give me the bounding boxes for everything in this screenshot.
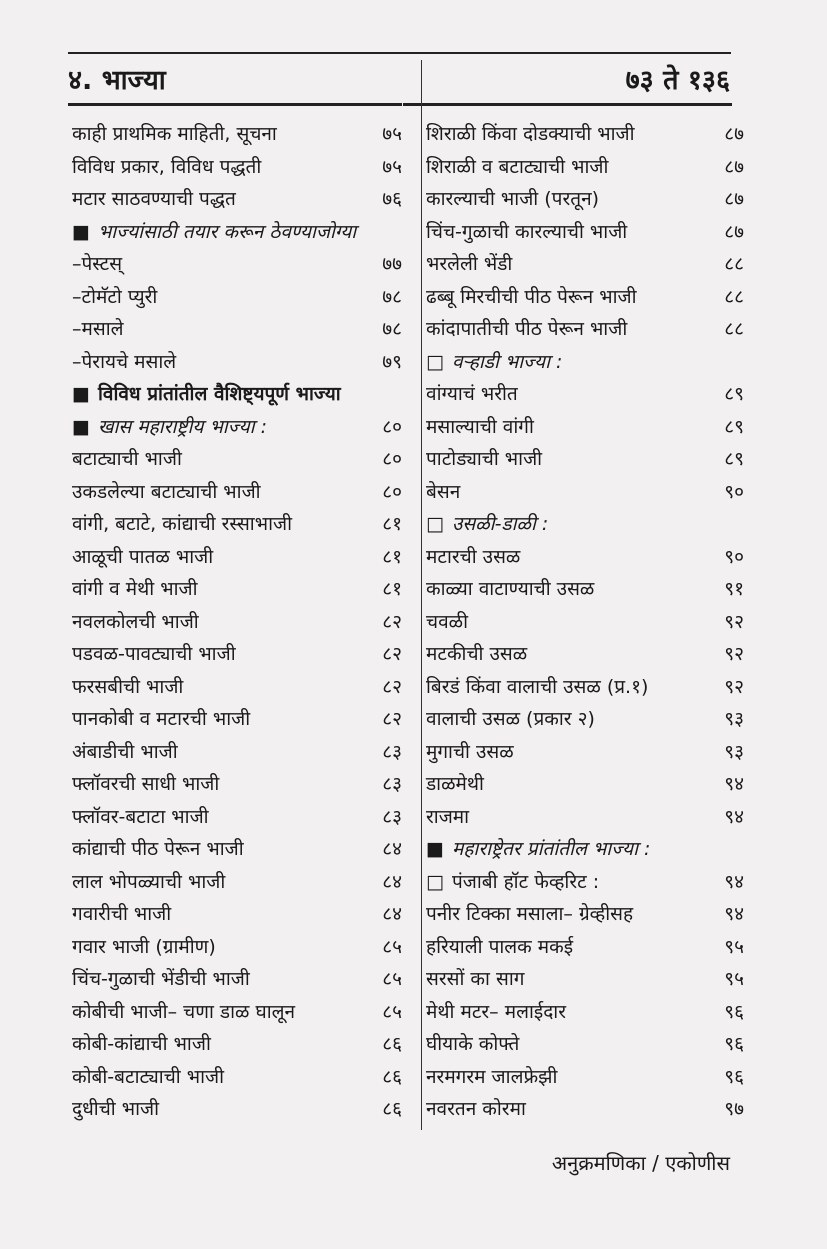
toc-entry-title	[72, 476, 261, 509]
toc-entry	[426, 411, 744, 444]
toc-entry-title	[72, 151, 261, 184]
toc-entry	[72, 346, 402, 379]
toc-entry-title	[426, 216, 627, 249]
toc-entry-text: पनीर टिक्का मसाला– ग्रेव्हीसह	[426, 903, 634, 925]
toc-entry-text: कोबी-कांद्याची भाजी	[72, 1033, 211, 1055]
toc-entry-page: ८५	[382, 935, 402, 958]
toc-entry-text: सरसों का साग	[426, 968, 525, 990]
toc-entry-title	[426, 118, 635, 151]
toc-entry-page: ८०	[382, 448, 402, 470]
toc-entry	[72, 898, 402, 931]
toc-entry-text: खास महाराष्ट्रीय भाज्या :	[97, 415, 267, 438]
toc-entry	[72, 281, 402, 314]
toc-entry-text: बटाट्याची भाजी	[72, 448, 182, 470]
toc-entry-text: –पेस्टस्	[72, 253, 123, 275]
toc-entry-title	[426, 833, 650, 866]
toc-entry-text: गवार भाजी (ग्रामीण)	[72, 935, 216, 958]
toc-entry-page: ८१	[382, 513, 402, 535]
page-range: ७३ ते १३६	[625, 65, 730, 96]
toc-entry-text: राजमा	[426, 805, 470, 828]
toc-entry-title	[72, 573, 198, 606]
top-rule	[68, 52, 731, 54]
toc-entry-text: शिराळी किंवा दोडक्याची भाजी	[426, 123, 635, 145]
toc-entry-page: ८९	[724, 383, 744, 405]
toc-entry-page: ८०	[382, 480, 402, 503]
toc-entry-title	[72, 931, 216, 964]
toc-entry-title	[426, 411, 534, 444]
toc-entry-page: ८७	[724, 155, 744, 178]
toc-entry	[72, 638, 402, 671]
toc-entry-title	[72, 118, 277, 151]
toc-entry-text: पाटोड्याची भाजी	[426, 448, 543, 470]
toc-entry-text: काही प्राथमिक माहिती, सूचना	[72, 123, 277, 145]
toc-entry-title	[426, 573, 594, 606]
toc-entry-page: ९४	[724, 903, 744, 925]
toc-entry-text: नवलकोलची भाजी	[72, 610, 199, 633]
toc-entry-text: काळ्या वाटाण्याची उसळ	[426, 578, 595, 600]
toc-entry-title	[426, 801, 469, 834]
toc-entry-text: मसाल्याची वांगी	[426, 415, 534, 438]
toc-entry	[426, 963, 744, 996]
toc-left-column	[72, 118, 402, 1126]
toc-entry-text: दुधीची भाजी	[72, 1098, 160, 1120]
toc-entry	[426, 508, 744, 541]
toc-entry-title	[426, 541, 520, 574]
toc-entry	[426, 1061, 744, 1094]
toc-entry	[72, 508, 402, 541]
toc-entry-page: ९२	[724, 643, 744, 665]
toc-entry-title	[72, 1093, 159, 1126]
toc-entry-title	[426, 248, 512, 281]
toc-entry-title	[72, 801, 209, 834]
toc-entry-title	[426, 346, 562, 379]
toc-entry-title	[72, 963, 250, 996]
toc-entry-title	[426, 736, 514, 769]
toc-entry-page: ९५	[724, 968, 744, 990]
toc-entry-title	[72, 768, 219, 801]
toc-entry-title	[72, 411, 267, 444]
toc-entry-title	[426, 1093, 526, 1126]
toc-entry	[426, 443, 744, 476]
toc-entry-title	[72, 996, 295, 1029]
toc-entry-text: वालाची उसळ (प्रकार २)	[426, 708, 595, 730]
toc-entry	[72, 443, 402, 476]
header-underline-right	[403, 103, 732, 106]
toc-entry-title	[426, 476, 460, 509]
toc-entry-text: फ्लॉवर-बटाटा भाजी	[72, 805, 209, 828]
toc-entry-text: नरमगरम जालफ्रेझी	[426, 1065, 558, 1088]
toc-entry-page: ८०	[382, 415, 402, 438]
toc-entry	[72, 736, 402, 769]
toc-entry-page: ७५	[382, 155, 402, 178]
section-title: ४. भाज्या	[68, 65, 166, 96]
toc-entry	[426, 1028, 744, 1061]
toc-entry-text: चिंच-गुळाची भेंडीची भाजी	[72, 968, 250, 990]
toc-entry-text: भाज्यांसाठी तयार करून ठेवण्याजोग्या	[97, 220, 357, 243]
toc-entry-title	[72, 703, 250, 736]
toc-entry-page: ८४	[382, 870, 402, 893]
toc-entry	[426, 573, 744, 606]
toc-entry-title	[72, 541, 213, 574]
header-underline-left	[68, 103, 402, 106]
toc-entry	[72, 931, 402, 964]
toc-entry-page: ९४	[724, 805, 744, 828]
toc-entry	[72, 671, 402, 704]
toc-entry-title	[426, 1061, 557, 1094]
toc-entry-title	[72, 508, 292, 541]
toc-entry-text: भरलेली भेंडी	[426, 253, 513, 275]
toc-entry-title	[426, 671, 648, 704]
toc-entry-text: घीयाके कोफ्ते	[426, 1033, 520, 1055]
toc-entry-page: ८७	[724, 188, 744, 210]
toc-entry-page: ८४	[382, 903, 402, 925]
toc-entry	[72, 573, 402, 606]
toc-entry-page: ९४	[724, 870, 744, 893]
toc-entry	[426, 606, 744, 639]
toc-entry-title	[426, 508, 548, 541]
toc-entry-title	[426, 183, 599, 216]
toc-entry-text: कांदापातीची पीठ पेरून भाजी	[426, 318, 628, 340]
toc-entry-title	[72, 898, 171, 931]
toc-entry	[426, 151, 744, 184]
toc-entry	[72, 1061, 402, 1094]
toc-entry-text: कोबीची भाजी– चणा डाळ घालून	[72, 1000, 296, 1023]
toc-entry-text: चिंच-गुळाची कारल्याची भाजी	[426, 220, 628, 243]
toc-entry	[426, 476, 744, 509]
toc-entry-title	[72, 1028, 211, 1061]
toc-entry-page: ९०	[724, 480, 744, 503]
toc-entry	[72, 1028, 402, 1061]
toc-entry-text: विविध प्रकार, विविध पद्धती	[72, 155, 262, 178]
toc-entry-page: ८७	[724, 220, 744, 243]
toc-entry	[426, 638, 744, 671]
toc-entry-page: ७७	[382, 253, 402, 275]
toc-entry-page: ८९	[724, 415, 744, 438]
toc-entry-page: ९२	[724, 610, 744, 633]
toc-entry-page: ८२	[382, 708, 402, 730]
toc-entry-page: ८५	[382, 1000, 402, 1023]
toc-entry-title	[426, 898, 633, 931]
toc-entry-page: ८३	[382, 740, 402, 763]
toc-entry-title	[426, 378, 518, 411]
toc-entry-text: फ्लॉवरची साधी भाजी	[72, 773, 220, 795]
toc-entry-title	[426, 866, 599, 899]
toc-entry	[72, 606, 402, 639]
toc-entry-text: अंबाडीची भाजी	[72, 740, 178, 763]
toc-entry-text: डाळमेथी	[426, 773, 484, 795]
toc-entry-text: मटार साठवण्याची पद्धत	[72, 188, 236, 210]
toc-entry-title	[72, 183, 236, 216]
toc-entry-page: ८८	[724, 318, 744, 340]
toc-right-column	[426, 118, 744, 1126]
toc-entry-text: पानकोबी व मटारची भाजी	[72, 708, 251, 730]
toc-entry-title	[72, 346, 176, 379]
toc-entry-title	[426, 606, 468, 639]
toc-entry-title	[426, 313, 627, 346]
toc-entry-title	[72, 736, 178, 769]
toc-entry-page: ८२	[382, 643, 402, 665]
toc-entry-page: ९६	[724, 1065, 744, 1088]
toc-entry-text: मुगाची उसळ	[426, 740, 514, 763]
toc-entry-title	[426, 281, 637, 314]
toc-entry-title	[72, 638, 236, 671]
toc-entry-text: कांद्याची पीठ पेरून भाजी	[72, 838, 244, 860]
toc-entry-page: ९४	[724, 773, 744, 795]
toc-entry-text: –पेरायचे मसाले	[72, 350, 177, 373]
hollow-square-icon: □	[426, 350, 444, 373]
toc-entry-page: ८७	[724, 123, 744, 145]
toc-entry	[72, 378, 402, 411]
toc-entry	[72, 996, 402, 1029]
toc-entry-text: उकडलेल्या बटाट्याची भाजी	[72, 480, 261, 503]
toc-entry	[72, 833, 402, 866]
toc-entry-page: ९३	[724, 740, 744, 763]
toc-entry-text: नवरतन कोरमा	[426, 1098, 526, 1120]
toc-entry	[426, 671, 744, 704]
toc-entry	[426, 801, 744, 834]
toc-entry	[72, 248, 402, 281]
toc-entry-page: ८५	[382, 968, 402, 990]
toc-entry-text: आळूची पातळ भाजी	[72, 545, 214, 568]
toc-entry	[426, 703, 744, 736]
toc-entry	[426, 833, 744, 866]
toc-entry-title	[72, 216, 356, 249]
toc-entry	[72, 1093, 402, 1126]
toc-entry-page: ८४	[382, 838, 402, 860]
toc-entry-text: गवारीची भाजी	[72, 903, 172, 925]
toc-entry	[72, 866, 402, 899]
toc-entry-title	[72, 443, 182, 476]
toc-entry-page: ९३	[724, 708, 744, 730]
toc-entry-title	[426, 963, 524, 996]
toc-entry-page: ८६	[382, 1065, 402, 1088]
filled-square-icon: ■	[426, 838, 444, 860]
toc-entry-title	[426, 638, 527, 671]
toc-entry	[72, 541, 402, 574]
toc-entry	[426, 931, 744, 964]
toc-entry	[426, 866, 744, 899]
toc-entry	[426, 378, 744, 411]
toc-entry-text: शिराळी व बटाट्याची भाजी	[426, 155, 609, 178]
toc-entry-page: ८८	[724, 253, 744, 275]
toc-entry-title	[426, 703, 595, 736]
toc-entry-title	[426, 768, 484, 801]
toc-entry-page: ७६	[382, 188, 402, 210]
toc-entry	[72, 183, 402, 216]
toc-entry	[426, 541, 744, 574]
toc-entry-text: कारल्याची भाजी (परतून)	[426, 188, 600, 210]
toc-entry	[72, 703, 402, 736]
toc-entry	[426, 996, 744, 1029]
toc-entry-text: ढब्बू मिरचीची पीठ पेरून भाजी	[426, 285, 637, 308]
toc-entry-text: वांगी, बटाटे, कांद्याची रस्साभाजी	[72, 513, 293, 535]
toc-entry-page: ८८	[724, 285, 744, 308]
toc-entry	[426, 768, 744, 801]
filled-square-icon: ■	[72, 415, 90, 438]
toc-entry-text: महाराष्ट्रेतर प्रांतांतील भाज्या :	[451, 838, 651, 860]
toc-entry	[426, 281, 744, 314]
toc-entry-text: बेसन	[426, 480, 461, 503]
toc-entry-text: उसळी-डाळी :	[451, 513, 549, 535]
toc-entry-page: ८९	[724, 448, 744, 470]
toc-entry-text: बिरडं किंवा वालाची उसळ (प्र.१)	[426, 675, 649, 698]
toc-entry	[426, 346, 744, 379]
toc-entry-title	[426, 996, 566, 1029]
toc-entry	[72, 801, 402, 834]
toc-entry-page: ९१	[724, 578, 744, 600]
toc-entry-text: वऱ्हाडी भाज्या :	[451, 350, 563, 373]
toc-entry	[72, 216, 402, 249]
toc-entry-page: ९७	[724, 1098, 744, 1120]
toc-entry-page: ९६	[724, 1033, 744, 1055]
toc-entry-text: चवळी	[426, 610, 468, 633]
toc-entry-page: ८२	[382, 610, 402, 633]
toc-entry-page: ९६	[724, 1000, 744, 1023]
toc-entry	[426, 1093, 744, 1126]
toc-entry-title	[426, 151, 608, 184]
toc-entry-text: लाल भोपळ्याची भाजी	[72, 870, 226, 893]
toc-entry-page: ७८	[382, 285, 402, 308]
toc-entry-text: मटारची उसळ	[426, 545, 521, 568]
toc-entry-page: ७८	[382, 318, 402, 340]
toc-entry-text: फरसबीची भाजी	[72, 675, 184, 698]
toc-entry	[72, 476, 402, 509]
toc-entry-title	[72, 248, 122, 281]
hollow-square-icon: □	[426, 513, 444, 535]
toc-entry-page: ९५	[724, 935, 744, 958]
toc-entry-title	[72, 378, 341, 411]
toc-entry	[426, 736, 744, 769]
toc-entry-page: ८३	[382, 773, 402, 795]
toc-entry-title	[426, 443, 542, 476]
toc-entry-text: पडवळ-पावट्याची भाजी	[72, 643, 236, 665]
toc-entry-title	[72, 866, 225, 899]
page-footer: अनुक्रमणिका / एकोणीस	[551, 1151, 730, 1175]
hollow-square-icon: □	[426, 870, 444, 893]
toc-entry-title	[426, 1028, 519, 1061]
toc-entry-page: ८२	[382, 675, 402, 698]
toc-entry-text: विविध प्रांतांतील वैशिष्ट्यपूर्ण भाज्या	[97, 383, 341, 405]
toc-entry	[72, 768, 402, 801]
toc-entry	[426, 183, 744, 216]
toc-entry-page: ९०	[724, 545, 744, 568]
filled-square-icon: ■	[72, 220, 90, 243]
toc-entry-title	[72, 606, 199, 639]
toc-entry-title	[72, 281, 157, 314]
toc-entry	[426, 248, 744, 281]
toc-entry-title	[72, 833, 244, 866]
toc-entry-text: हरियाली पालक मकई	[426, 935, 574, 958]
toc-entry-text: मेथी मटर– मलाईदार	[426, 1000, 566, 1023]
toc-entry-text: वांगी व मेथी भाजी	[72, 578, 198, 600]
toc-entry-page: ९२	[724, 675, 744, 698]
toc-entry	[426, 898, 744, 931]
toc-entry	[72, 313, 402, 346]
toc-entry	[72, 411, 402, 444]
toc-entry-text: पंजाबी हॉट फेव्हरिट :	[451, 870, 600, 893]
toc-entry	[426, 118, 744, 151]
toc-entry-text: –मसाले	[72, 318, 124, 340]
toc-entry-page: ८१	[382, 578, 402, 600]
toc-entry	[72, 151, 402, 184]
toc-entry-page: ८१	[382, 545, 402, 568]
toc-entry-page: ८६	[382, 1098, 402, 1120]
toc-entry-text: कोबी-बटाट्याची भाजी	[72, 1065, 225, 1088]
toc-entry-page: ८६	[382, 1033, 402, 1055]
toc-entry-page: ७९	[382, 350, 402, 373]
toc-entry-text: मटकीची उसळ	[426, 643, 528, 665]
toc-entry	[72, 963, 402, 996]
toc-entry	[426, 313, 744, 346]
filled-square-icon: ■	[72, 383, 90, 405]
column-divider	[421, 60, 422, 1130]
toc-entry-page: ८३	[382, 805, 402, 828]
toc-entry-text: –टोमॅटो प्युरी	[72, 285, 158, 308]
toc-entry-title	[72, 1061, 224, 1094]
toc-entry-page: ७५	[382, 123, 402, 145]
toc-entry-title	[426, 931, 573, 964]
toc-entry-text: वांग्याचं भरीत	[426, 383, 518, 405]
toc-entry-title	[72, 313, 124, 346]
toc-entry	[426, 216, 744, 249]
toc-entry	[72, 118, 402, 151]
toc-entry-title	[72, 671, 183, 704]
